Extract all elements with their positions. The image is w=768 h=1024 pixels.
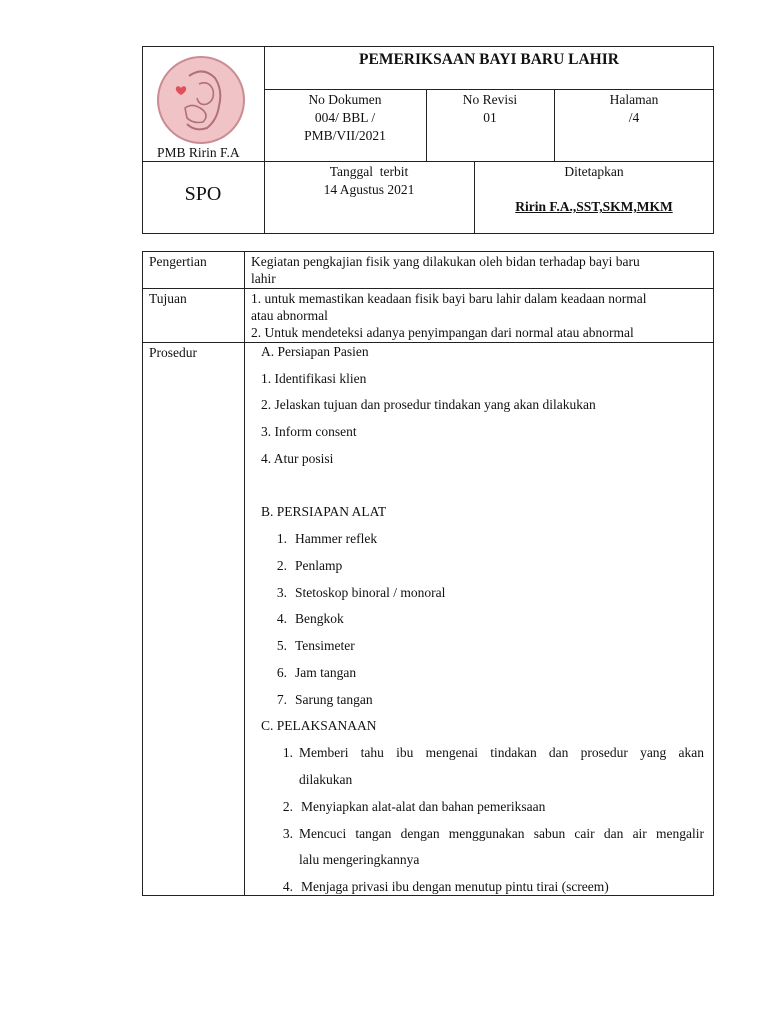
ditetapkan-label: Ditetapkan <box>564 164 624 179</box>
tujuan-line2: atau abnormal <box>251 308 328 323</box>
list-item: 2. Jelaskan tujuan dan prosedur tindakan yang akan dilakukan <box>261 397 596 412</box>
no-revisi-label: No Revisi <box>462 92 518 107</box>
list-item: 5. Tensimeter <box>276 638 355 653</box>
list-item: 3. Mencuci tangan dengan menggunakan sabun cair dan air mengalir <box>282 826 704 841</box>
document-title: PEMERIKSAAN BAYI BARU LAHIR <box>359 51 619 68</box>
tujuan-label: Tujuan <box>149 291 187 306</box>
clinic-name: PMB Ririn F.A <box>157 145 240 160</box>
list-item: 4. Atur posisi <box>261 451 334 466</box>
tujuan-line1: 1. untuk memastikan keadaan fisik bayi baru lahir dalam keadaan normal <box>251 291 647 306</box>
prosedur-label: Prosedur <box>149 345 197 360</box>
no-dokumen-line2: PMB/VII/2021 <box>304 128 386 143</box>
list-item: 4. Menjaga privasi ibu dengan menutup pintu tirai (screem) <box>282 879 609 894</box>
list-item-continuation: lalu mengeringkannya <box>299 852 420 867</box>
list-item-continuation: dilakukan <box>299 772 353 787</box>
section-c-title: C. PELAKSANAAN <box>261 718 377 733</box>
list-item: 1. Identifikasi klien <box>261 371 367 386</box>
ditetapkan-name: Ririn F.A.,SST,SKM,MKM <box>515 199 673 214</box>
list-item: 1. Hammer reflek <box>276 531 378 546</box>
tanggal-terbit-value: 14 Agustus 2021 <box>323 182 415 197</box>
clinic-logo <box>157 56 245 144</box>
halaman-label: Halaman <box>609 92 659 107</box>
no-dokumen-line1: 004/ BBL / <box>314 110 376 125</box>
list-item: 2. Menyiapkan alat-alat dan bahan pemeriksaan <box>282 799 546 814</box>
pengertian-line1: Kegiatan pengkajian fisik yang dilakukan oleh bidan terhadap bayi baru <box>251 254 640 269</box>
no-dokumen-label: No Dokumen <box>308 92 382 107</box>
section-b-title: B. PERSIAPAN ALAT <box>261 504 387 519</box>
halaman-value: /4 <box>628 110 640 125</box>
pengertian-label: Pengertian <box>149 254 207 269</box>
mother-baby-icon <box>159 58 243 142</box>
tujuan-line3: 2. Untuk mendeteksi adanya penyimpangan dari normal atau abnormal <box>251 325 634 340</box>
tanggal-terbit-label: Tanggal terbit <box>329 164 409 179</box>
list-item: 1. Memberi tahu ibu mengenai tindakan dan prosedur yang akan <box>282 745 704 760</box>
list-item: 6. Jam tangan <box>276 665 357 680</box>
list-item: 2. Penlamp <box>276 558 343 573</box>
pengertian-line2: lahir <box>251 271 276 286</box>
list-item: 3. Inform consent <box>261 424 357 439</box>
list-item: 3. Stetoskop binoral / monoral <box>276 585 446 600</box>
section-a-title: A. Persiapan Pasien <box>261 344 369 359</box>
spo-label: SPO <box>184 183 222 205</box>
no-revisi-value: 01 <box>483 110 497 125</box>
list-item: 7. Sarung tangan <box>276 692 373 707</box>
list-item: 4. Bengkok <box>276 611 344 626</box>
